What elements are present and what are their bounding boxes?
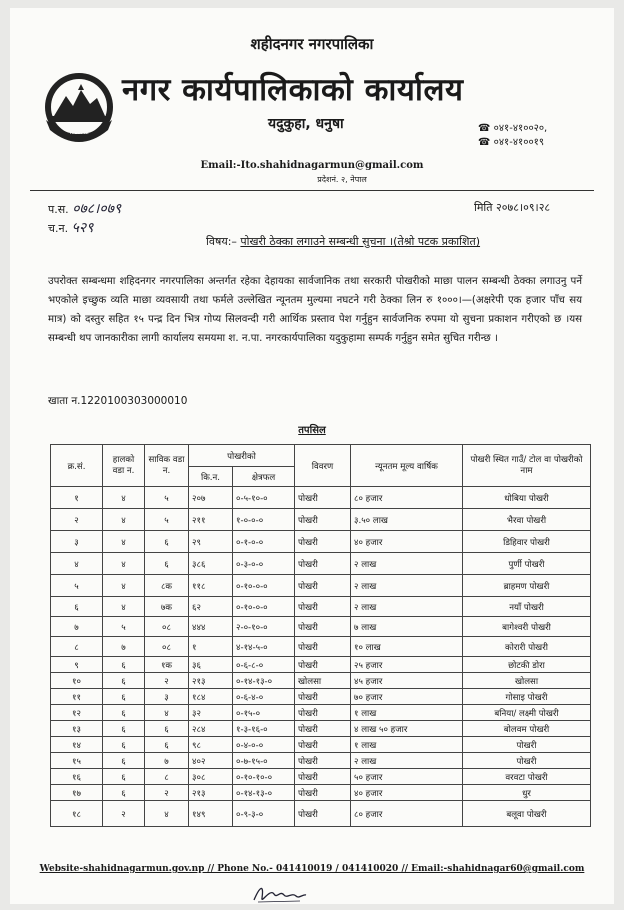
cell-min-price: ४५ हजार	[351, 673, 463, 689]
cell-area: ०-५-१०-०	[233, 487, 295, 509]
header-pond-group: पोखरीको	[189, 445, 295, 467]
cell-area: ०-१०-१०-०	[233, 769, 295, 785]
cell-description: पोखरी	[295, 553, 351, 575]
cell-location: बलूवा पोखरी	[463, 801, 591, 827]
cell-kitta: २८४	[189, 721, 233, 737]
cell-kitta: २१३	[189, 673, 233, 689]
cell-min-price: ५० हजार	[351, 769, 463, 785]
office-title: नगर कार्यपालिकाको कार्यालय	[122, 72, 464, 108]
cell-ward: ७	[103, 637, 145, 657]
cell-kitta: १	[189, 637, 233, 657]
cell-description: पोखरी	[295, 597, 351, 617]
cell-kitta: ४४४	[189, 617, 233, 637]
header-divider	[30, 190, 594, 191]
cell-old-ward: ०८	[145, 617, 189, 637]
table-row	[51, 705, 591, 721]
cell-location: ब्राहमण पोखरी	[463, 575, 591, 597]
cell-area: ०-१४-१३-०	[233, 785, 295, 801]
cell-kitta: २१३	[189, 785, 233, 801]
header-current-ward: हालको वडा न.	[103, 445, 145, 487]
header-location: पोखरी स्थित गाउँ/ टोल वा पोखरीको नाम	[463, 445, 591, 487]
cell-location: धुर	[463, 785, 591, 801]
cell-ward: ६	[103, 689, 145, 705]
header-min-price: न्यूनतम मूल्य वार्षिक	[351, 445, 463, 487]
cell-description: पोखरी	[295, 575, 351, 597]
cell-location: खोलसा	[463, 673, 591, 689]
subject-label: विषय:–	[206, 235, 237, 248]
table-row	[51, 487, 591, 509]
cell-sn: १७	[51, 785, 103, 801]
cell-old-ward: २	[145, 673, 189, 689]
cell-old-ward: ६	[145, 531, 189, 553]
table-row	[51, 597, 591, 617]
cell-sn: १	[51, 487, 103, 509]
cell-old-ward: ६	[145, 553, 189, 575]
cell-old-ward: ८	[145, 769, 189, 785]
reference-block	[48, 200, 121, 238]
cell-old-ward: ४	[145, 801, 189, 827]
subject-text: पोखरी ठेक्का लगाउने सम्बन्धी सुचना ।(तेश्रो पटक प्रकाशित)	[240, 235, 481, 248]
cell-ward: ५	[103, 617, 145, 637]
table-row	[51, 737, 591, 753]
cell-sn: २	[51, 509, 103, 531]
cell-description: पोखरी	[295, 637, 351, 657]
table-row	[51, 531, 591, 553]
cell-location: बनिया/ लक्ष्मी पोखरी	[463, 705, 591, 721]
cell-area: ०-१४-१३-०	[233, 673, 295, 689]
phone-numbers	[478, 122, 547, 150]
cell-description: पोखरी	[295, 531, 351, 553]
cell-old-ward: ५	[145, 509, 189, 531]
logo-text: NEPAL	[69, 129, 89, 136]
cell-area: ०-६-४-०	[233, 689, 295, 705]
cell-ward: ४	[103, 553, 145, 575]
table-row	[51, 769, 591, 785]
cell-old-ward: २	[145, 785, 189, 801]
table-row	[51, 509, 591, 531]
nepal-emblem-logo-icon	[42, 70, 116, 144]
cell-ward: ६	[103, 721, 145, 737]
header-old-ward: साविक वडा न.	[145, 445, 189, 487]
header-description: विवरण	[295, 445, 351, 487]
cell-location: बोलवम पोखरी	[463, 721, 591, 737]
municipality-name: शहीदनगर नगरपालिका	[250, 35, 374, 53]
cell-min-price: ४० हजार	[351, 785, 463, 801]
cell-min-price: २ लाख	[351, 597, 463, 617]
cell-location: धोबिया पोखरी	[463, 487, 591, 509]
cell-area: ०-१५-०	[233, 705, 295, 721]
cell-description: पोखरी	[295, 705, 351, 721]
cell-area: ०-३-०-०	[233, 553, 295, 575]
cell-old-ward: ५	[145, 487, 189, 509]
cell-ward: ६	[103, 657, 145, 673]
cell-sn: १६	[51, 769, 103, 785]
cell-old-ward: ४	[145, 705, 189, 721]
cell-kitta: १४९	[189, 801, 233, 827]
cell-sn: ७	[51, 617, 103, 637]
table-row	[51, 657, 591, 673]
cell-ward: २	[103, 801, 145, 827]
cell-min-price: ४० हजार	[351, 531, 463, 553]
cell-kitta: ३८६	[189, 553, 233, 575]
cell-min-price: २५ हजार	[351, 657, 463, 673]
table-row	[51, 553, 591, 575]
header-area: क्षेत्रफल	[233, 467, 295, 487]
letter-page	[10, 8, 614, 904]
cell-location: नयाँ पोखरी	[463, 597, 591, 617]
cell-area: ०-१०-०-०	[233, 575, 295, 597]
cell-description: पोखरी	[295, 721, 351, 737]
cell-ward: ४	[103, 509, 145, 531]
phone-2: ☎ ०४१-४१००१९	[478, 137, 545, 148]
cell-location: कोरारी पोखरी	[463, 637, 591, 657]
cell-ward: ४	[103, 531, 145, 553]
cell-description: पोखरी	[295, 753, 351, 769]
cell-kitta: २०७	[189, 487, 233, 509]
footer-contact: Website-shahidnagarmun.gov.np // Phone No.- 041410019 / 041410020 // Email:-shahidnagar60@gmail.com	[39, 864, 585, 874]
cell-min-price: ७० हजार	[351, 689, 463, 705]
table-row	[51, 785, 591, 801]
cell-area: १-०-०-०	[233, 509, 295, 531]
table-body	[51, 487, 591, 827]
cell-sn: ५	[51, 575, 103, 597]
cell-ward: ४	[103, 575, 145, 597]
cell-description: पोखरी	[295, 509, 351, 531]
cell-ward: ६	[103, 769, 145, 785]
table-row	[51, 575, 591, 597]
cell-ward: ६	[103, 737, 145, 753]
ponds-table	[50, 444, 591, 827]
table-row	[51, 637, 591, 657]
cell-old-ward: ६	[145, 721, 189, 737]
cell-area: ०-१-०-०	[233, 531, 295, 553]
cell-min-price: ७ लाख	[351, 617, 463, 637]
cell-old-ward: ०८	[145, 637, 189, 657]
phone-1: ☎ ०४१-४१००२०,	[478, 123, 548, 134]
table-row	[51, 753, 591, 769]
cell-description: पोखरी	[295, 689, 351, 705]
cell-ward: ४	[103, 487, 145, 509]
cell-description: पोखरी	[295, 785, 351, 801]
cell-old-ward: ७	[145, 753, 189, 769]
header-sn: क्र.सं.	[51, 445, 103, 487]
letter-date	[474, 200, 550, 215]
cell-area: ०-१०-०-०	[233, 597, 295, 617]
cell-area: ०-६-८-०	[233, 657, 295, 673]
ps-label: प.स.	[48, 203, 69, 216]
notice-body: उपरोक्त सम्बन्धमा शहिदनगर नगरपालिका अन्तर्गत रहेका देहायका सार्वजानिक तथा सरकारी पोखरीको माछा पालन सम्बन्धी ठेक्का लगाउनु पर्ने भएकोले इच्छुक व्यति माछा व्यवसायी तथा फर्मले उल्लेखित न्यूनतम मुल्यमा नघटने गरी ठेक्का लिन रु १०००।—(अक्षरेपी एक हजार पाँच सय मात्र) को दस्तुर सहित १५ पन्द्र दिन भित्र गोप्य सिलवन्दी गरी आर्थिक प्रस्ताव पेश गर्नुहुन सार्वजनिक रुपमा यो सुचना प्रकाशन गरीएको छ ।यस सम्बन्धी थप जानकारीका लागी कार्यालय समयमा श. न.पा. नगरकार्यपालिका यदुकुहामा सम्पर्क गर्नुहुन समेत सुचित गरीन्छ ।	[48, 276, 582, 344]
date-value: २०७८।०९।२८	[496, 201, 551, 214]
cell-old-ward: ६	[145, 737, 189, 753]
cell-kitta: ४०२	[189, 753, 233, 769]
cell-description: पोखरी	[295, 487, 351, 509]
cell-min-price: २ लाख	[351, 575, 463, 597]
cell-sn: १२	[51, 705, 103, 721]
cell-location: बागेश्वरी पोखरी	[463, 617, 591, 637]
table-title: तपसिल	[298, 425, 326, 436]
cell-min-price: ८० हजार	[351, 801, 463, 827]
subject-line	[206, 234, 480, 249]
cell-area: ४-१४-५-०	[233, 637, 295, 657]
ps-value: ०७८।०७९	[72, 201, 122, 217]
cell-kitta: ११८	[189, 575, 233, 597]
cell-ward: ६	[103, 673, 145, 689]
cell-ward: ४	[103, 597, 145, 617]
cell-sn: १४	[51, 737, 103, 753]
cell-old-ward: १क	[145, 657, 189, 673]
cell-description: पोखरी	[295, 769, 351, 785]
cell-sn: १८	[51, 801, 103, 827]
cell-kitta: २९	[189, 531, 233, 553]
cell-kitta: ३२	[189, 705, 233, 721]
cell-sn: १०	[51, 673, 103, 689]
header-kitta: कि.न.	[189, 467, 233, 487]
signature-icon	[250, 880, 310, 908]
cell-ward: ६	[103, 705, 145, 721]
cell-area: २-०-१०-०	[233, 617, 295, 637]
cell-sn: १५	[51, 753, 103, 769]
cell-min-price: २ लाख	[351, 753, 463, 769]
cell-sn: ८	[51, 637, 103, 657]
cell-location: छोटकी डोरा	[463, 657, 591, 673]
cell-sn: ६	[51, 597, 103, 617]
cell-area: ०-९-३-०	[233, 801, 295, 827]
cell-location: गोसाइ पोखरी	[463, 689, 591, 705]
cell-old-ward: ३	[145, 689, 189, 705]
table-row	[51, 673, 591, 689]
cell-min-price: १ लाख	[351, 737, 463, 753]
cell-old-ward: ७क	[145, 597, 189, 617]
cell-kitta: १८४	[189, 689, 233, 705]
cell-description: पोखरी	[295, 737, 351, 753]
cell-sn: ९	[51, 657, 103, 673]
header-email: Email:-Ito.shahidnagarmun@gmail.com	[200, 160, 424, 171]
cell-min-price: १० लाख	[351, 637, 463, 657]
table-row	[51, 617, 591, 637]
cell-min-price: ८० हजार	[351, 487, 463, 509]
cell-old-ward: ८क	[145, 575, 189, 597]
cell-kitta: २११	[189, 509, 233, 531]
cell-location: पोखरी	[463, 737, 591, 753]
cell-kitta: ३०८	[189, 769, 233, 785]
cn-label: च.न.	[48, 222, 69, 235]
cell-area: ०-४-०-०	[233, 737, 295, 753]
cell-kitta: ३६	[189, 657, 233, 673]
cell-ward: ६	[103, 753, 145, 769]
table-row	[51, 801, 591, 827]
cell-description: पोखरी	[295, 617, 351, 637]
cell-area: ०-७-१५-०	[233, 753, 295, 769]
cell-location: वरवटा पोखरी	[463, 769, 591, 785]
cell-location: पोखरी	[463, 753, 591, 769]
cell-min-price: ३.५० लाख	[351, 509, 463, 531]
cell-min-price: २ लाख	[351, 553, 463, 575]
cell-ward: ६	[103, 785, 145, 801]
cell-location: पुर्णी पोखरी	[463, 553, 591, 575]
cell-location: भैरवा पोखरी	[463, 509, 591, 531]
cn-value: ५२९	[71, 220, 94, 236]
cell-kitta: ९८	[189, 737, 233, 753]
cell-description: पोखरी	[295, 801, 351, 827]
cell-area: १-३-१६-०	[233, 721, 295, 737]
province-address: प्रदेशनं. २, नेपाल	[317, 175, 367, 184]
table-row	[51, 721, 591, 737]
cell-description: खोलसा	[295, 673, 351, 689]
cell-sn: ४	[51, 553, 103, 575]
cell-kitta: ६२	[189, 597, 233, 617]
cell-description: पोखरी	[295, 657, 351, 673]
cell-min-price: १ लाख	[351, 705, 463, 721]
cell-sn: १३	[51, 721, 103, 737]
cell-location: डिहिवार पोखरी	[463, 531, 591, 553]
cell-sn: ३	[51, 531, 103, 553]
account-number: खाता न.1220100303000010	[48, 395, 188, 407]
district-address: यदुकुहा, धनुषा	[268, 116, 344, 132]
table-row	[51, 689, 591, 705]
date-label: मिति	[474, 201, 493, 214]
cell-sn: ११	[51, 689, 103, 705]
cell-min-price: ४ लाख ५० हजार	[351, 721, 463, 737]
